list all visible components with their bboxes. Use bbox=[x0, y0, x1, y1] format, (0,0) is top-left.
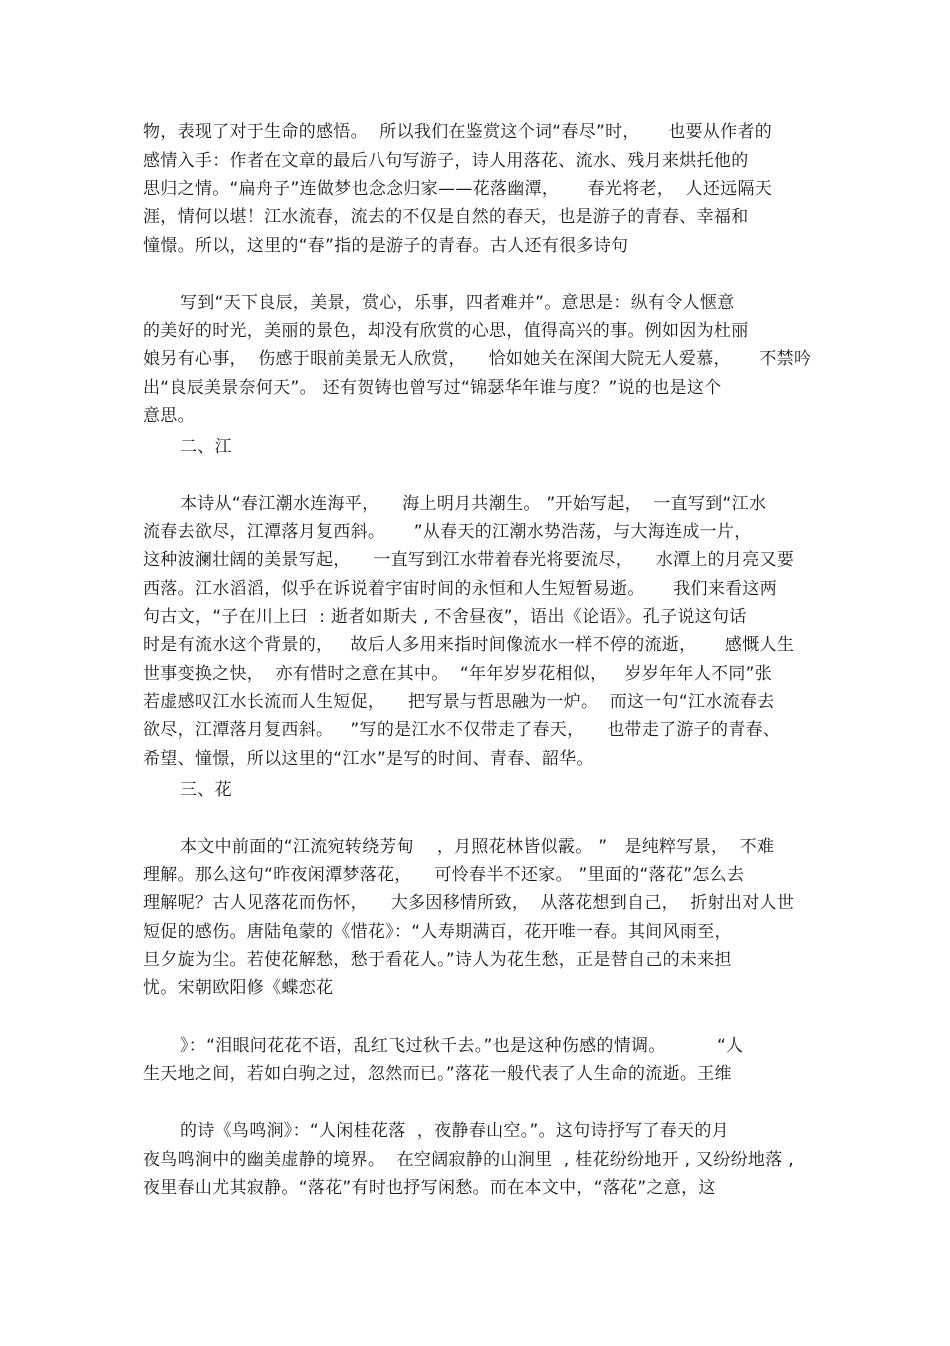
text-line: 流春去欲尽，江潭落月复西斜。 ”从春天的江潮水势浩荡，与大海连成一片， bbox=[143, 522, 752, 542]
section-heading: 三、花 bbox=[180, 780, 232, 800]
text-line: 涯，情何以堪！江水流春，流去的不仅是自然的春天，也是游子的青春、幸福和 bbox=[143, 207, 749, 227]
section-heading: 二、江 bbox=[180, 437, 232, 457]
text-line: 短促的感伤。唐陆龟蒙的《惜花》：“人寿期满百，花开唯一春。其间风雨至， bbox=[143, 922, 732, 942]
text-line: 西落。江水滔滔，似乎在诉说着宇宙时间的永恒和人生短暂易逝。 我们来看这两 bbox=[143, 579, 778, 599]
text-line: 世事变换之快， 亦有惜时之意在其中。 “年年岁岁花相似， 岁岁年年人不同”张 bbox=[143, 664, 773, 684]
text-line: 思归之情。“扁舟子”连做梦也念念归家——花落幽潭， 春光将老， 人还远隔天 bbox=[143, 179, 773, 199]
text-line: 写到“天下良辰，美景，赏心，乐事，四者难并”。意思是：纵有令人惬意 bbox=[180, 293, 735, 313]
text-line: 》：“泪眼问花花不语，乱红飞过秋千去。”也是这种伤感的情调。 “人 bbox=[180, 1036, 744, 1056]
text-line: 意思。 bbox=[143, 406, 195, 426]
text-line: 旦夕旋为尘。若使花解愁，愁于看花人。”诗人为花生愁，正是替自己的未来担 bbox=[143, 950, 732, 970]
text-line: 这种波澜壮阔的美景写起， 一直写到江水带着春光将要流尽， 水潭上的月亮又要 bbox=[143, 550, 795, 570]
text-line: 的美好的时光，美丽的景色，却没有欣赏的心思，值得高兴的事。例如因为杜丽 bbox=[143, 321, 749, 341]
text-line: 理解。那么这句“昨夜闲潭梦落花， 可怜春半不还家。 ”里面的“落花”怎么去 bbox=[143, 865, 745, 885]
text-line: 时是有流水这个背景的， 故后人多用来指时间像流水一样不停的流逝， 感慨人生 bbox=[143, 635, 795, 655]
text-line: 若虚感叹江水长流而人生短促， 把写景与哲思融为一炉。 而这一句“江水流春去 bbox=[143, 692, 775, 712]
text-line: 理解呢？古人见落花而伤怀， 大多因移情所致， 从落花想到自己， 折射出对人世 bbox=[143, 893, 795, 913]
text-line: 娘另有心事， 伤感于眼前美景无人欣赏， 恰如她关在深闺大院无人爱慕， 不禁吟 bbox=[143, 349, 812, 369]
text-line: 生天地之间，若如白驹之过，忽然而已。”落花一般代表了人生命的流逝。王维 bbox=[143, 1064, 732, 1084]
text-line: 忧。宋朝欧阳修《蝶恋花 bbox=[143, 978, 334, 998]
text-line: 希望、憧憬，所以这里的“江水”是写的时间、青春、韶华。 bbox=[143, 749, 594, 769]
text-line: 出“良辰美景奈何天”。 还有贺铸也曾写过“锦瑟华年谁与度？”说的也是这个 bbox=[143, 378, 722, 398]
text-line: 夜里春山尤其寂静。“落花”有时也抒写闲愁。而在本文中，“落花”之意，这 bbox=[143, 1178, 716, 1198]
text-line: 欲尽，江潭落月复西斜。 ”写的是江水不仅带走了春天， 也带走了游子的青春、 bbox=[143, 720, 781, 740]
text-line: 憧憬。所以，这里的“春”指的是游子的青春。古人还有很多诗句 bbox=[143, 236, 629, 256]
text-line: 本诗从“春江潮水连海平， 海上明月共潮生。 ”开始写起， 一直写到“江水 bbox=[180, 494, 767, 514]
text-line: 句古文，“子在川上曰 : 逝者如斯夫 , 不舍昼夜”，语出《论语》。孔子说这句话 bbox=[143, 607, 747, 627]
text-line: 感情入手：作者在文章的最后八句写游子，诗人用落花、流水、残月来烘托他的 bbox=[143, 151, 749, 171]
text-line: 本文中前面的“江流宛转绕芳甸 ，月照花林皆似霰。 ” 是纯粹写景， 不难 bbox=[180, 837, 775, 857]
text-line: 夜鸟鸣涧中的幽美虚静的境界。 在空阔寂静的山涧里 , 桂花纷纷地开 , 又纷纷地落 , bbox=[143, 1150, 794, 1170]
text-line: 的诗《鸟鸣涧》：“人闲桂花落 ，夜静春山空。”。这句诗抒写了春天的月 bbox=[180, 1121, 729, 1141]
text-line: 物，表现了对于生命的感悟。 所以我们在鉴赏这个词“春尽”时， 也要从作者的 bbox=[143, 122, 773, 142]
